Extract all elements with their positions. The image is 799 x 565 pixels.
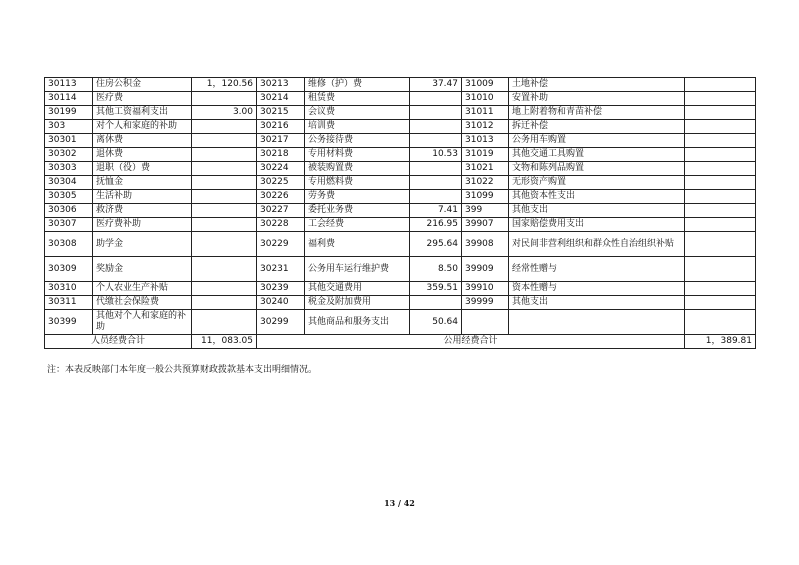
name-1: 医疗费 (93, 92, 192, 106)
code-3: 39909 (462, 257, 509, 282)
table-row (45, 310, 756, 335)
value-3 (685, 218, 756, 232)
value-2 (410, 176, 462, 190)
name-1: 其他工资福利支出 (93, 106, 192, 120)
code-1: 303 (45, 120, 93, 134)
name-1: 奖励金 (93, 257, 192, 282)
code-1: 30113 (45, 78, 93, 92)
personnel-total-value: 11，083.05 (192, 335, 257, 349)
value-1 (192, 134, 257, 148)
value-2: 7.41 (410, 204, 462, 218)
value-1 (192, 204, 257, 218)
value-1 (192, 257, 257, 282)
name-1: 对个人和家庭的补助 (93, 120, 192, 134)
value-1 (192, 190, 257, 204)
name-1: 退职（役）费 (93, 162, 192, 176)
name-3 (509, 310, 685, 335)
name-2: 专用材料费 (305, 148, 410, 162)
table-row (45, 176, 756, 190)
value-1 (192, 218, 257, 232)
code-3 (462, 310, 509, 335)
value-1 (192, 162, 257, 176)
code-2: 30225 (257, 176, 305, 190)
value-3 (685, 190, 756, 204)
code-3: 399 (462, 204, 509, 218)
name-2: 公务用车运行维护费 (305, 257, 410, 282)
name-1: 抚恤金 (93, 176, 192, 190)
table-row (45, 204, 756, 218)
code-2: 30213 (257, 78, 305, 92)
name-1: 医疗费补助 (93, 218, 192, 232)
value-2: 37.47 (410, 78, 462, 92)
value-1 (192, 92, 257, 106)
value-2: 10.53 (410, 148, 462, 162)
value-1 (192, 296, 257, 310)
table-row (45, 257, 756, 282)
code-1: 30399 (45, 310, 93, 335)
code-3: 39999 (462, 296, 509, 310)
code-1: 30306 (45, 204, 93, 218)
code-1: 30305 (45, 190, 93, 204)
name-3: 对民间非营利组织和群众性自治组织补贴 (509, 232, 685, 257)
name-1: 其他对个人和家庭的补助 (93, 310, 192, 335)
value-1 (192, 232, 257, 257)
value-2 (410, 92, 462, 106)
code-1: 30310 (45, 282, 93, 296)
code-2: 30215 (257, 106, 305, 120)
totals-row (45, 335, 756, 349)
value-1 (192, 310, 257, 335)
name-3: 安置补助 (509, 92, 685, 106)
table-row (45, 134, 756, 148)
name-3: 其他资本性支出 (509, 190, 685, 204)
value-1 (192, 148, 257, 162)
value-3 (685, 204, 756, 218)
name-1: 住房公积金 (93, 78, 192, 92)
table-row (45, 92, 756, 106)
table-row (45, 232, 756, 257)
code-3: 39907 (462, 218, 509, 232)
name-2: 委托业务费 (305, 204, 410, 218)
code-1: 30309 (45, 257, 93, 282)
code-2: 30216 (257, 120, 305, 134)
public-total-value: 1，389.81 (685, 335, 756, 349)
code-3: 31011 (462, 106, 509, 120)
name-1: 退休费 (93, 148, 192, 162)
name-3: 其他交通工具购置 (509, 148, 685, 162)
name-2: 专用燃料费 (305, 176, 410, 190)
name-2: 福利费 (305, 232, 410, 257)
value-1 (192, 120, 257, 134)
table-row (45, 296, 756, 310)
name-2: 其他商品和服务支出 (305, 310, 410, 335)
table-row (45, 148, 756, 162)
code-1: 30304 (45, 176, 93, 190)
code-2: 30218 (257, 148, 305, 162)
name-1: 助学金 (93, 232, 192, 257)
value-1 (192, 282, 257, 296)
name-2: 会议费 (305, 106, 410, 120)
budget-detail-table (44, 77, 756, 349)
code-3: 31010 (462, 92, 509, 106)
table-row (45, 282, 756, 296)
name-3: 土地补偿 (509, 78, 685, 92)
name-3: 其他支出 (509, 204, 685, 218)
code-2: 30299 (257, 310, 305, 335)
name-2: 租赁费 (305, 92, 410, 106)
name-2: 工会经费 (305, 218, 410, 232)
value-2: 295.64 (410, 232, 462, 257)
table-row (45, 78, 756, 92)
name-2: 公务接待费 (305, 134, 410, 148)
code-3: 31021 (462, 162, 509, 176)
value-3 (685, 232, 756, 257)
value-3 (685, 78, 756, 92)
code-2: 30217 (257, 134, 305, 148)
value-2 (410, 120, 462, 134)
code-1: 30302 (45, 148, 93, 162)
name-2: 培训费 (305, 120, 410, 134)
code-3: 31009 (462, 78, 509, 92)
code-1: 30308 (45, 232, 93, 257)
code-3: 31012 (462, 120, 509, 134)
value-1: 1，120.56 (192, 78, 257, 92)
name-3: 经常性赠与 (509, 257, 685, 282)
name-1: 个人农业生产补贴 (93, 282, 192, 296)
name-1: 救济费 (93, 204, 192, 218)
code-2: 30224 (257, 162, 305, 176)
table-row (45, 218, 756, 232)
code-2: 30239 (257, 282, 305, 296)
value-2 (410, 134, 462, 148)
code-3: 31019 (462, 148, 509, 162)
code-2: 30240 (257, 296, 305, 310)
code-2: 30231 (257, 257, 305, 282)
value-2 (410, 190, 462, 204)
value-3 (685, 310, 756, 335)
name-3: 国家赔偿费用支出 (509, 218, 685, 232)
code-3: 39910 (462, 282, 509, 296)
code-2: 30214 (257, 92, 305, 106)
name-2: 被装购置费 (305, 162, 410, 176)
value-3 (685, 134, 756, 148)
code-2: 30227 (257, 204, 305, 218)
code-1: 30311 (45, 296, 93, 310)
name-2: 维修（护）费 (305, 78, 410, 92)
code-2: 30229 (257, 232, 305, 257)
value-2 (410, 106, 462, 120)
name-2: 劳务费 (305, 190, 410, 204)
value-1 (192, 176, 257, 190)
code-2: 30226 (257, 190, 305, 204)
code-1: 30307 (45, 218, 93, 232)
value-1: 3.00 (192, 106, 257, 120)
code-3: 39908 (462, 232, 509, 257)
name-2: 税金及附加费用 (305, 296, 410, 310)
value-2: 359.51 (410, 282, 462, 296)
value-3 (685, 282, 756, 296)
name-1: 离休费 (93, 134, 192, 148)
code-3: 31022 (462, 176, 509, 190)
public-total-label: 公用经费合计 (257, 335, 685, 349)
value-3 (685, 176, 756, 190)
name-3: 其他支出 (509, 296, 685, 310)
value-3 (685, 148, 756, 162)
value-2: 50.64 (410, 310, 462, 335)
value-3 (685, 106, 756, 120)
name-1: 生活补助 (93, 190, 192, 204)
code-1: 30199 (45, 106, 93, 120)
value-2: 216.95 (410, 218, 462, 232)
code-1: 30303 (45, 162, 93, 176)
name-3: 资本性赠与 (509, 282, 685, 296)
name-3: 文物和陈列品购置 (509, 162, 685, 176)
value-3 (685, 257, 756, 282)
value-3 (685, 296, 756, 310)
table-row (45, 120, 756, 134)
value-2 (410, 296, 462, 310)
value-2 (410, 162, 462, 176)
page-number: 13 / 42 (384, 498, 415, 508)
name-3: 公务用车购置 (509, 134, 685, 148)
code-1: 30114 (45, 92, 93, 106)
table-note: 注：本表反映部门本年度一般公共预算财政拨款基本支出明细情况。 (47, 365, 318, 375)
name-3: 地上附着物和青苗补偿 (509, 106, 685, 120)
table-row (45, 162, 756, 176)
name-1: 代缴社会保险费 (93, 296, 192, 310)
value-3 (685, 120, 756, 134)
code-3: 31099 (462, 190, 509, 204)
name-3: 无形资产购置 (509, 176, 685, 190)
table-row (45, 190, 756, 204)
value-2: 8.50 (410, 257, 462, 282)
table-row (45, 106, 756, 120)
code-1: 30301 (45, 134, 93, 148)
code-2: 30228 (257, 218, 305, 232)
code-3: 31013 (462, 134, 509, 148)
value-3 (685, 162, 756, 176)
name-3: 拆迁补偿 (509, 120, 685, 134)
personnel-total-label: 人员经费合计 (45, 335, 192, 349)
value-3 (685, 92, 756, 106)
name-2: 其他交通费用 (305, 282, 410, 296)
